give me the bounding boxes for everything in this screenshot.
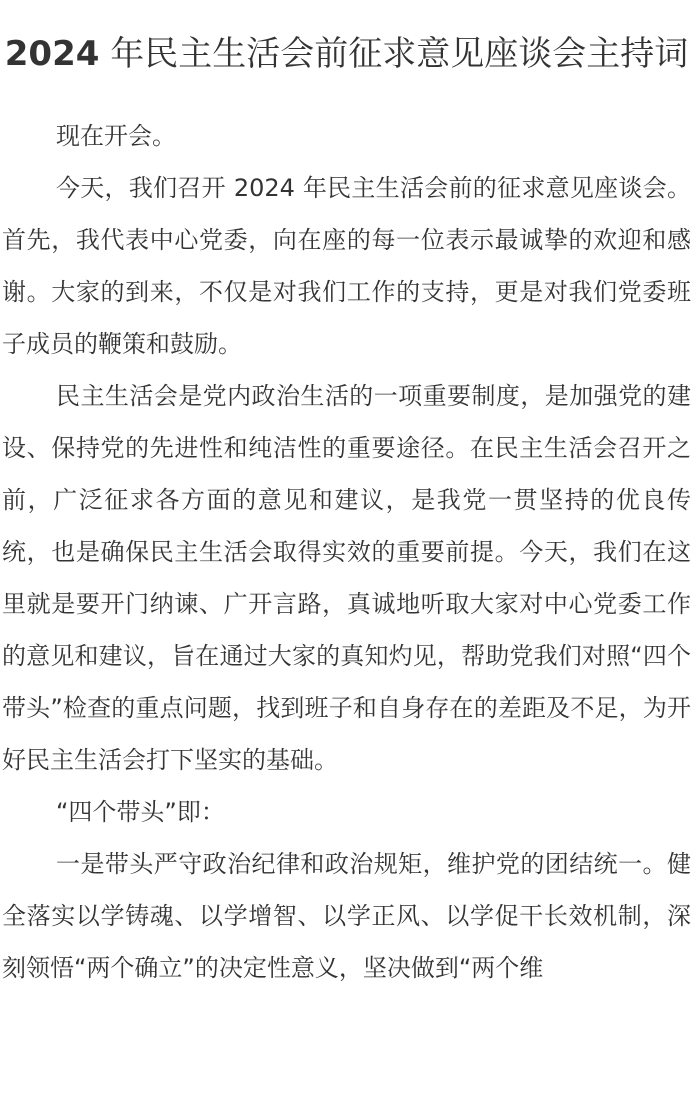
title-year: 2024 bbox=[4, 34, 100, 74]
paragraph-purpose: 民主生活会是党内政治生活的一项重要制度，是加强党的建设、保持党的先进性和纯洁性的重要途径。在民主生活会召开之前，广泛征求各方面的意见和建议，是我党一贯坚持的优良传统，也是确保民主生活会取得实效的重要前提。今天，我们在这里就是要开门纳谏、广开言路，真诚地听取大家对中心党委工作的意见和建议，旨在通过大家的真知灼见，帮助党我们对照“四个带头”检查的重点问题，找到班子和自身存在的差距及不足，为开好民主生活会打下坚实的基础。 bbox=[2, 382, 691, 774]
paragraph-opening: 现在开会。 bbox=[56, 122, 176, 150]
paragraph-first-lead: 一是带头严守政治纪律和政治规矩，维护党的团结统一。健全落实以学铸魂、以学增智、以学正风、以学促干长效机制，深刻领悟“两个确立”的决定性意义，坚决做到“两个维 bbox=[2, 850, 691, 982]
paragraph-four-leads-intro: “四个带头”即： bbox=[56, 798, 225, 826]
title-text: 年民主生活会前征求意见座谈会主持词 bbox=[99, 34, 689, 74]
document-title bbox=[0, 28, 693, 80]
paragraph-welcome: 今天，我们召开 2024 年民主生活会前的征求意见座谈会。首先，我代表中心党委，向在座的每一位表示最诚挚的欢迎和感谢。大家的到来，不仅是对我们工作的支持，更是对我们党委班子成员的鞭策和鼓励。 bbox=[2, 174, 691, 358]
document-body bbox=[0, 110, 693, 994]
